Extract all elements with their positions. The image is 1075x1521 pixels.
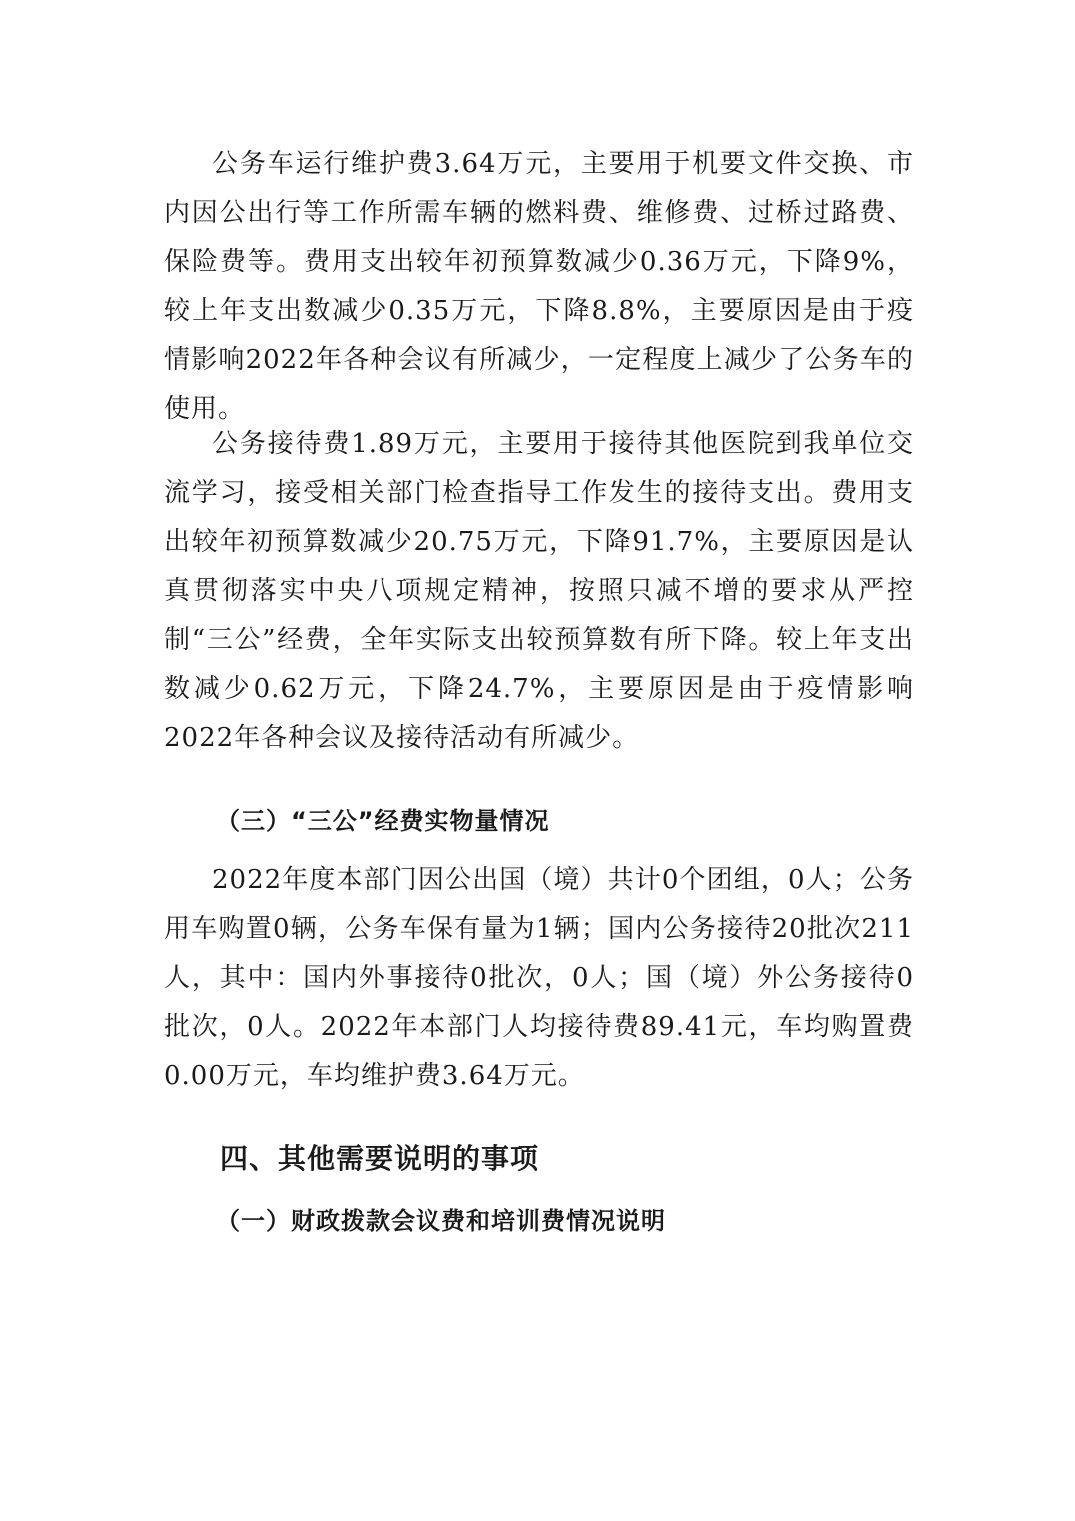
section-three-heading: （三）“三公”经费实物量情况 xyxy=(216,807,550,835)
reception-expense-paragraph: 公务接待费1.89万元，主要用于接待其他医院到我单位交流学习，接受相关部门检查指导工作发生的接待支出。费用支出较年初预算数减少20.75万元，下降91.7%，主要原因是认真贯彻落实中央八项规定精神，按照只减不增的要求从严控制“三公”经费，全年实际支出较预算数有所下降。较上年支出数减少0.62万元，下降24.7%，主要原因是由于疫情影响2022年各种会议及接待活动有所减少。 xyxy=(164,429,914,753)
physical-quantity-paragraph: 2022年度本部门因公出国（境）共计0个团组，0人；公务用车购置0辆，公务车保有量为1辆；国内公务接待20批次211人，其中：国内外事接待0批次，0人；国（境）外公务接待0批次，0人。2022年本部门人均接待费89.41元，车均购置费0.00万元，车均维护费3.64万元。 xyxy=(164,865,914,1091)
vehicle-maintenance-paragraph: 公务车运行维护费3.64万元，主要用于机要文件交换、市内因公出行等工作所需车辆的燃料费、维修费、过桥过路费、保险费等。费用支出较年初预算数减少0.36万元，下降9%，较上年支出数减少0.35万元，下降8.8%，主要原因是由于疫情影响2022年各种会议有所减少，一定程度上减少了公务车的使用。 xyxy=(164,149,914,424)
section-one-heading: （一）财政拨款会议费和培训费情况说明 xyxy=(216,1207,666,1235)
part-four-heading: 四、其他需要说明的事项 xyxy=(220,1142,540,1175)
